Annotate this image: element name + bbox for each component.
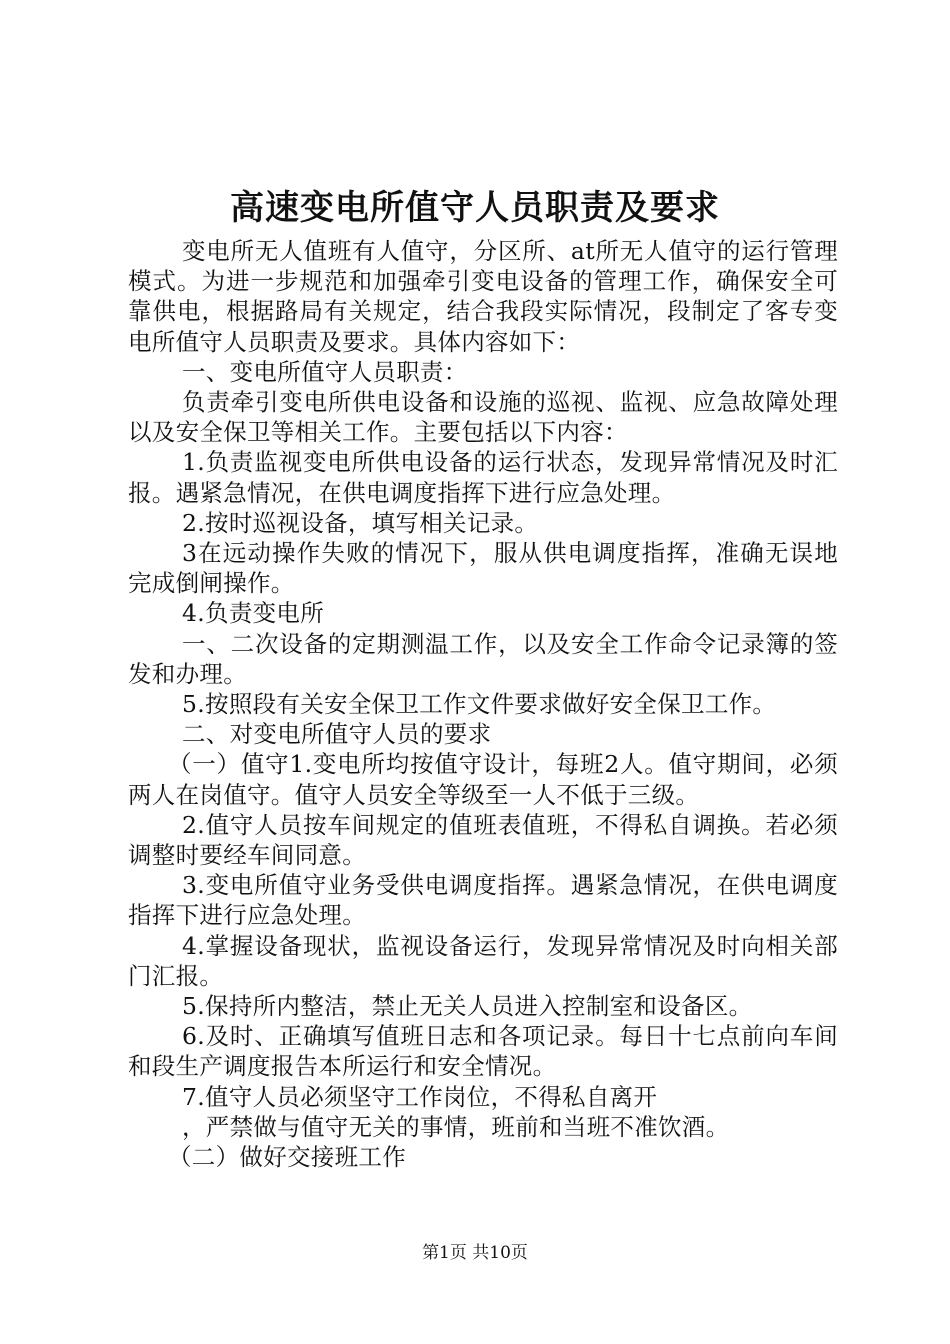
paragraph: 一、二次设备的定期测温工作，以及安全工作命令记录簿的签发和办理。 — [128, 629, 838, 688]
list-item: 7.值守人员必须坚守工作岗位，不得私自离开 — [182, 1082, 658, 1111]
page-number: 第1页 共10页 — [422, 1243, 528, 1263]
section-heading: 一、变电所值守人员职责： — [182, 357, 468, 386]
document-title: 高速变电所值守人员职责及要求 — [230, 188, 720, 228]
list-item: 3在远动操作失败的情况下，服从供电调度指挥，准确无误地完成倒闸操作。 — [128, 539, 838, 598]
section-heading: 二、对变电所值守人员的要求 — [182, 720, 492, 749]
section-heading: （二）做好交接班工作 — [168, 1143, 406, 1172]
list-item: 5.按照段有关安全保卫工作文件要求做好安全保卫工作。 — [182, 690, 777, 719]
list-item: （一）值守1.变电所均按值守设计，每班2人。值守期间，必须两人在岗值守。值守人员安全等级至一人不低于三级。 — [128, 750, 838, 809]
paragraph: ，严禁做与值守无关的事情，班前和当班不准饮酒。 — [182, 1112, 730, 1141]
list-item: 5.保持所内整洁，禁止无关人员进入控制室和设备区。 — [182, 992, 753, 1021]
list-item: 4.负责变电所 — [182, 599, 325, 628]
document-body — [128, 236, 838, 1172]
list-item: 4.掌握设备现状，监视设备运行，发现异常情况及时向相关部门汇报。 — [128, 931, 838, 990]
paragraph: 变电所无人值班有人值守，分区所、at所无人值守的运行管理模式。为进一步规范和加强牵引变电设备的管理工作，确保安全可靠供电，根据路局有关规定，结合我段实际情况，段制定了客专变电所值守人员职责及要求。具体内容如下： — [128, 237, 838, 356]
list-item: 6.及时、正确填写值班日志和各项记录。每日十七点前向车间和段生产调度报告本所运行和安全情况。 — [128, 1022, 838, 1081]
list-item: 1.负责监视变电所供电设备的运行状态，发现异常情况及时汇报。遇紧急情况，在供电调度指挥下进行应急处理。 — [128, 448, 838, 507]
list-item: 3.变电所值守业务受供电调度指挥。遇紧急情况，在供电调度指挥下进行应急处理。 — [128, 871, 838, 930]
list-item: 2.按时巡视设备，填写相关记录。 — [182, 508, 539, 537]
paragraph: 负责牵引变电所供电设备和设施的巡视、监视、应急故障处理以及安全保卫等相关工作。主要包括以下内容： — [128, 388, 838, 447]
list-item: 2.值守人员按车间规定的值班表值班，不得私自调换。若必须调整时要经车间同意。 — [128, 810, 838, 870]
